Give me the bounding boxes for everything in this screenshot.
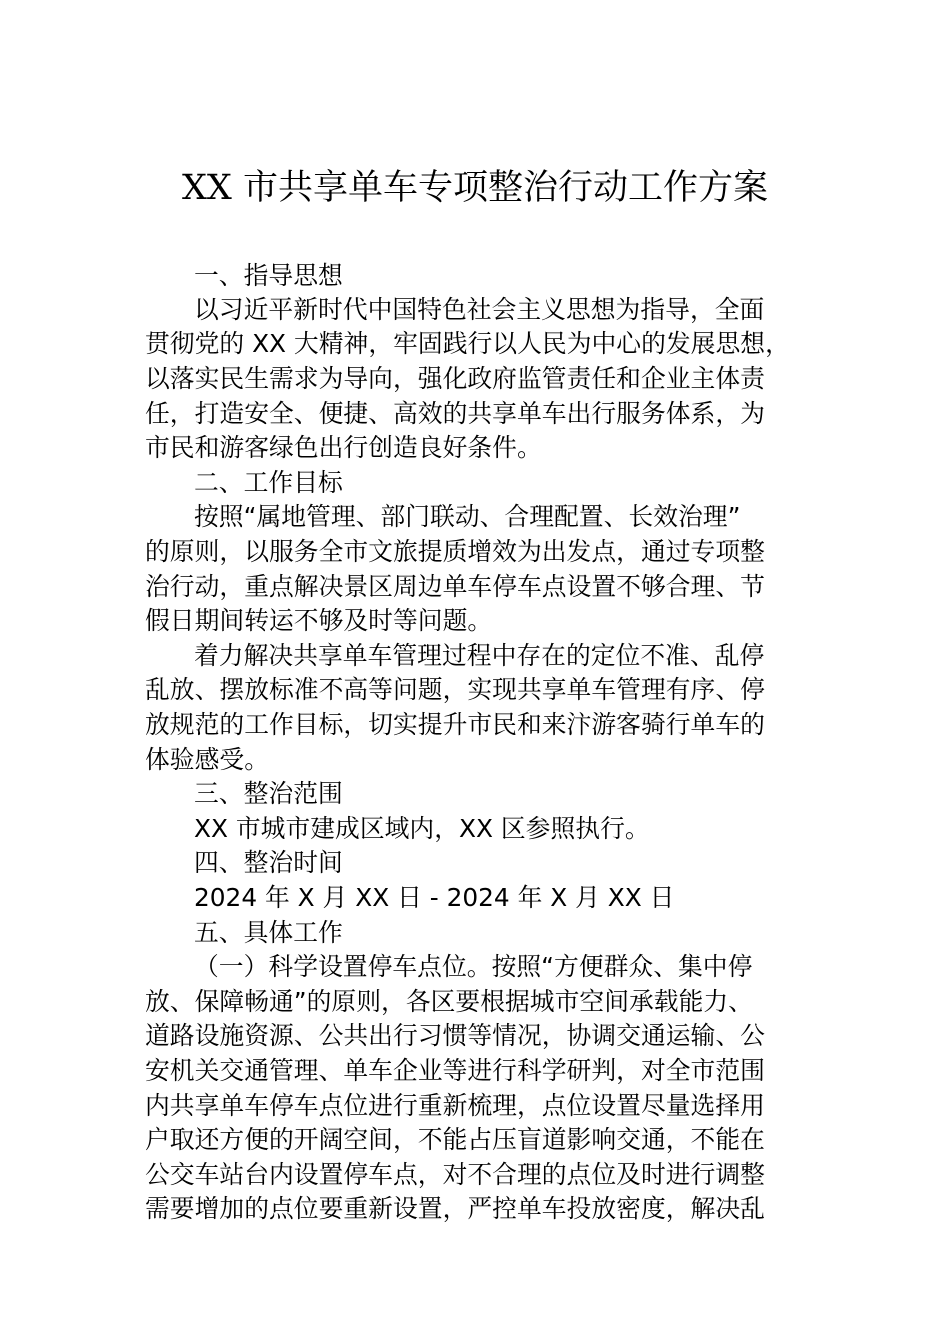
- paragraph-line: XX 市城市建成区域内，XX 区参照执行。: [194, 814, 650, 843]
- paragraph-line: 安机关交通管理、单车企业等进行科学研判，对全市范围: [145, 1056, 765, 1085]
- paragraph-line: 市民和游客绿色出行创造良好条件。: [145, 433, 542, 462]
- heading-guiding-ideology: 一、指导思想: [194, 261, 343, 290]
- paragraph-line: 贯彻党的 XX 大精神，牢固践行以人民为中心的发展思想，: [145, 329, 790, 358]
- heading-specific-work: 五、具体工作: [194, 918, 343, 947]
- paragraph-line: 体验感受。: [145, 745, 269, 774]
- paragraph-line: 以落实民生需求为导向，强化政府监管责任和企业主体责: [145, 364, 765, 393]
- heading-scope: 三、整治范围: [194, 779, 343, 808]
- paragraph-line: 假日期间转运不够及时等问题。: [145, 606, 493, 635]
- heading-time: 四、整治时间: [194, 848, 343, 877]
- paragraph-line: 的原则，以服务全市文旅提质增效为出发点，通过专项整: [145, 537, 765, 566]
- paragraph-line: 治行动，重点解决景区周边单车停车点设置不够合理、节: [145, 572, 765, 601]
- paragraph-line: 放规范的工作目标，切实提升市民和来汴游客骑行单车的: [145, 710, 765, 739]
- paragraph-line: 道路设施资源、公共出行习惯等情况，协调交通运输、公: [145, 1021, 765, 1050]
- paragraph-line: 户取还方便的开阔空间，不能占压盲道影响交通，不能在: [145, 1125, 765, 1154]
- paragraph-line: 乱放、摆放标准不高等问题，实现共享单车管理有序、停: [145, 675, 765, 704]
- paragraph-line: 公交车站台内设置停车点，对不合理的点位及时进行调整: [145, 1160, 765, 1189]
- paragraph-line: 按照“属地管理、部门联动、合理配置、长效治理”: [194, 502, 741, 531]
- date-range-line: 2024 年 X 月 XX 日 - 2024 年 X 月 XX 日: [194, 883, 675, 912]
- paragraph-line: 着力解决共享单车管理过程中存在的定位不准、乱停: [194, 641, 765, 670]
- paragraph-line: 任，打造安全、便捷、高效的共享单车出行服务体系，为: [145, 399, 765, 428]
- paragraph-line: 需要增加的点位要重新设置，严控单车投放密度，解决乱: [145, 1194, 765, 1223]
- paragraph-line: 以习近平新时代中国特色社会主义思想为指导，全面: [194, 295, 765, 324]
- paragraph-line: （一）科学设置停车点位。按照“方便群众、集中停: [194, 952, 753, 981]
- document-title: XX 市共享单车专项整治行动工作方案: [182, 168, 768, 208]
- paragraph-line: 内共享单车停车点位进行重新梳理，点位设置尽量选择用: [145, 1091, 765, 1120]
- heading-work-goals: 二、工作目标: [194, 468, 343, 497]
- paragraph-line: 放、保障畅通”的原则，各区要根据城市空间承载能力、: [145, 987, 753, 1016]
